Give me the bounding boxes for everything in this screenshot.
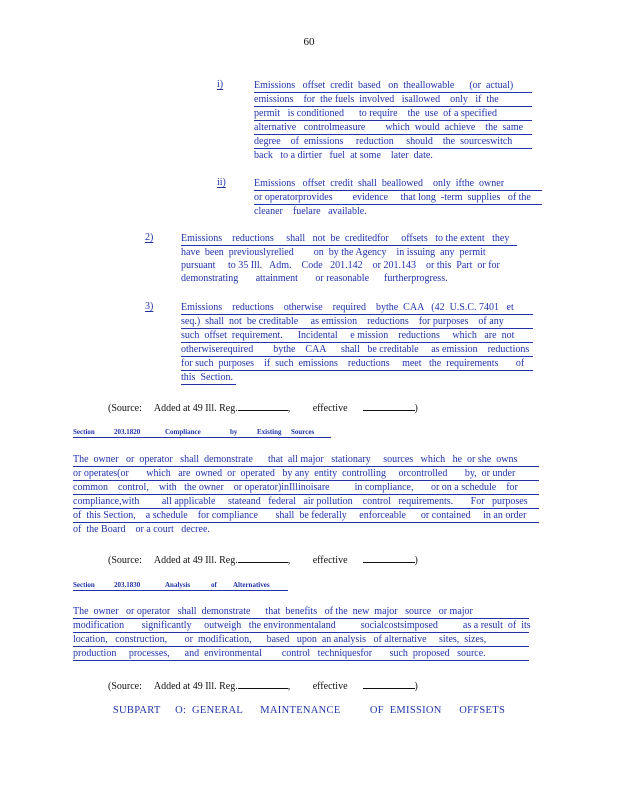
text-line: alternative controlmeasure which would achieve the same <box>254 121 532 135</box>
text-line: demonstrating attainment or reasonable furtherprogress. <box>181 273 448 284</box>
text-line: compliance,with all applicable stateand federal air pollution control requirements. For purposes <box>73 495 539 509</box>
text-line: production processes, and environmental control techniquesfor such proposed source. <box>73 647 529 661</box>
heading-section: Section <box>73 428 95 436</box>
source-close: ) <box>414 555 418 566</box>
text-line: degree of emissions reduction should the sourceswitch <box>254 135 532 149</box>
item-2-text <box>181 232 517 285</box>
text-line: common control, with the owner or operator)inIllinoisare in compliance, or on a schedule for <box>73 481 539 495</box>
text-line: such offset requirement. Incidental e mission reductions which are not <box>181 329 533 343</box>
source-open: (Source: <box>108 681 142 692</box>
heading-title: Sources <box>291 428 315 436</box>
source-open: (Source: <box>108 403 142 414</box>
source-effective: effective <box>312 681 348 692</box>
blank-line <box>238 399 288 411</box>
heading-title: Existing <box>257 428 282 436</box>
source-added: Added at 49 Ill. Reg. <box>153 681 238 692</box>
text-line: location, construction, or modification, based upon an analysis of alternative sites, sizes, <box>73 633 529 647</box>
text-line: of this Section, a schedule for compliance shall be federally enforceable or contained in an order <box>73 509 539 523</box>
item-marker-2: 2) <box>145 232 154 243</box>
text-line: modification significantly outweigh the environmentaland socialcostsimposed as a result of its <box>73 620 531 631</box>
text-line: cleaner fuelare available. <box>254 206 367 217</box>
text-line: have been previouslyrelied on by the Agency in issuing any permit <box>181 247 486 258</box>
page-number: 60 <box>303 36 315 48</box>
source-note: (Source: Added at 49 Ill. Reg. , effective ) <box>108 551 418 566</box>
item-marker-3: 3) <box>145 301 154 312</box>
subpart-heading: SUBPART O: GENERAL MAINTENANCE OF EMISSION OFFSETS <box>112 705 506 716</box>
source-added: Added at 49 Ill. Reg. <box>153 555 238 566</box>
text-line: or operates(or which are owned or operated by any entity controlling orcontrolled by, or under <box>73 467 539 481</box>
source-added: Added at 49 Ill. Reg. <box>153 403 238 414</box>
text-line: pursuant to 35 Ill. Adm. Code 201.142 or 201.143 or this Part or for <box>181 260 500 271</box>
heading-number: 203.1830 <box>114 581 141 589</box>
text-line: otherwiserequired bythe CAA shall be creditable as emission reductions <box>181 343 533 357</box>
blank-line <box>238 677 288 689</box>
section-1830-text <box>73 605 529 661</box>
source-effective: effective <box>312 403 348 414</box>
section-heading-1820 <box>73 428 331 438</box>
item-3-text <box>181 301 533 385</box>
heading-title: by <box>230 428 238 436</box>
heading-title: Compliance <box>165 428 201 436</box>
blank-line <box>363 551 415 563</box>
source-close: ) <box>414 403 418 414</box>
source-note: (Source: Added at 49 Ill. Reg. , effective ) <box>108 677 418 692</box>
text-line: Emissions offset credit based on theallowable (or actual) <box>254 79 532 93</box>
source-open: (Source: <box>108 555 142 566</box>
heading-title: Analysis <box>165 581 191 589</box>
blank-line <box>363 677 415 689</box>
text-line: Emissions reductions shall not be creditedfor offsets to the extent they <box>181 232 517 246</box>
heading-title: of <box>211 581 217 589</box>
text-line: seq.) shall not be creditable as emission reductions for purposes of any <box>181 315 533 329</box>
item-i-text <box>254 79 532 162</box>
section-1820-text <box>73 453 539 536</box>
heading-section: Section <box>73 581 95 589</box>
text-line: this Section. <box>181 371 236 385</box>
source-note: (Source: Added at 49 Ill. Reg. , effective ) <box>108 399 418 414</box>
item-ii-text <box>254 177 542 218</box>
text-line: of the Board or a court decree. <box>73 524 210 535</box>
text-line: or operatorprovides evidence that long -term supplies of the <box>254 191 542 205</box>
text-line: Emissions reductions otherwise required bythe CAA (42 U.S.C. 7401 et <box>181 301 533 315</box>
blank-line <box>238 551 288 563</box>
section-heading-1830 <box>73 581 288 591</box>
source-close: ) <box>414 681 418 692</box>
blank-line <box>363 399 415 411</box>
item-marker-ii: ii) <box>217 177 226 188</box>
heading-number: 203.1820 <box>114 428 141 436</box>
text-line: back to a dirtier fuel at some later date. <box>254 150 433 161</box>
text-line: emissions for the fuels involved isallowed only if the <box>254 93 532 107</box>
text-line: The owner or operator shall demonstrate that benefits of the new major source or major <box>73 605 529 619</box>
text-line: for such purposes if such emissions reductions meet the requirements of <box>181 357 533 371</box>
item-marker-i: i) <box>217 79 224 90</box>
source-effective: effective <box>312 555 348 566</box>
heading-title: Alternatives <box>233 581 270 589</box>
text-line: The owner or operator shall demonstrate that all major stationary sources which he or she owns <box>73 453 539 467</box>
text-line: permit is conditioned to require the use of a specified <box>254 107 532 121</box>
text-line: Emissions offset credit shall beallowed only ifthe owner <box>254 177 542 191</box>
